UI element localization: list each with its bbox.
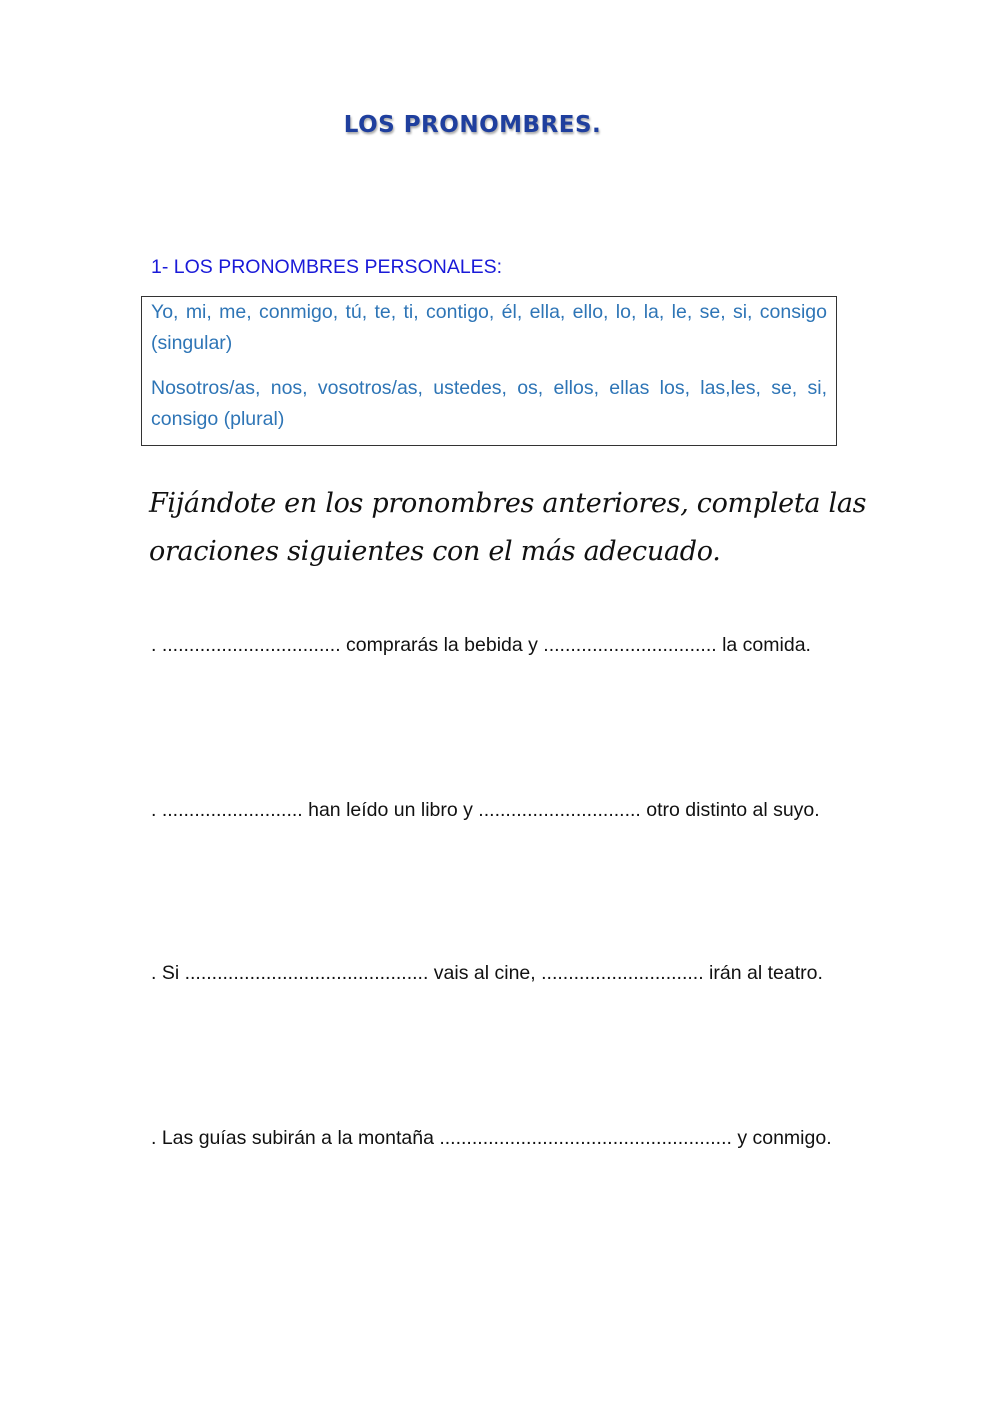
singular-pronouns: Yo, mi, me, conmigo, tú, te, ti, contigo, él, ella, ello, lo, la, le, se, si, consigo (singular): [151, 301, 827, 354]
sentence-4[interactable]: . Las guías subirán a la montaña ...................................................... y conmigo.: [151, 1127, 832, 1149]
sentence-1[interactable]: . ................................. comprarás la bebida y ................................ la comida.: [151, 634, 811, 656]
page-title: LOS PRONOMBRES.: [343, 112, 602, 138]
sentence-3[interactable]: . Si ............................................. vais al cine, .............................. irán al teatro.: [151, 962, 823, 984]
sentence-2[interactable]: . .......................... han leído un libro y .............................. otro distinto al suyo.: [151, 799, 820, 821]
section-heading: 1- LOS PRONOMBRES PERSONALES:: [151, 256, 503, 278]
pronoun-box: [141, 296, 837, 446]
instruction-text: Fijándote en los pronombres anteriores, completa las oraciones siguientes con el más adecuado.: [149, 488, 867, 567]
plural-pronouns: Nosotros/as, nos, vosotros/as, ustedes, os, ellos, ellas los, las,les, se, si, consigo (plural): [151, 377, 827, 430]
